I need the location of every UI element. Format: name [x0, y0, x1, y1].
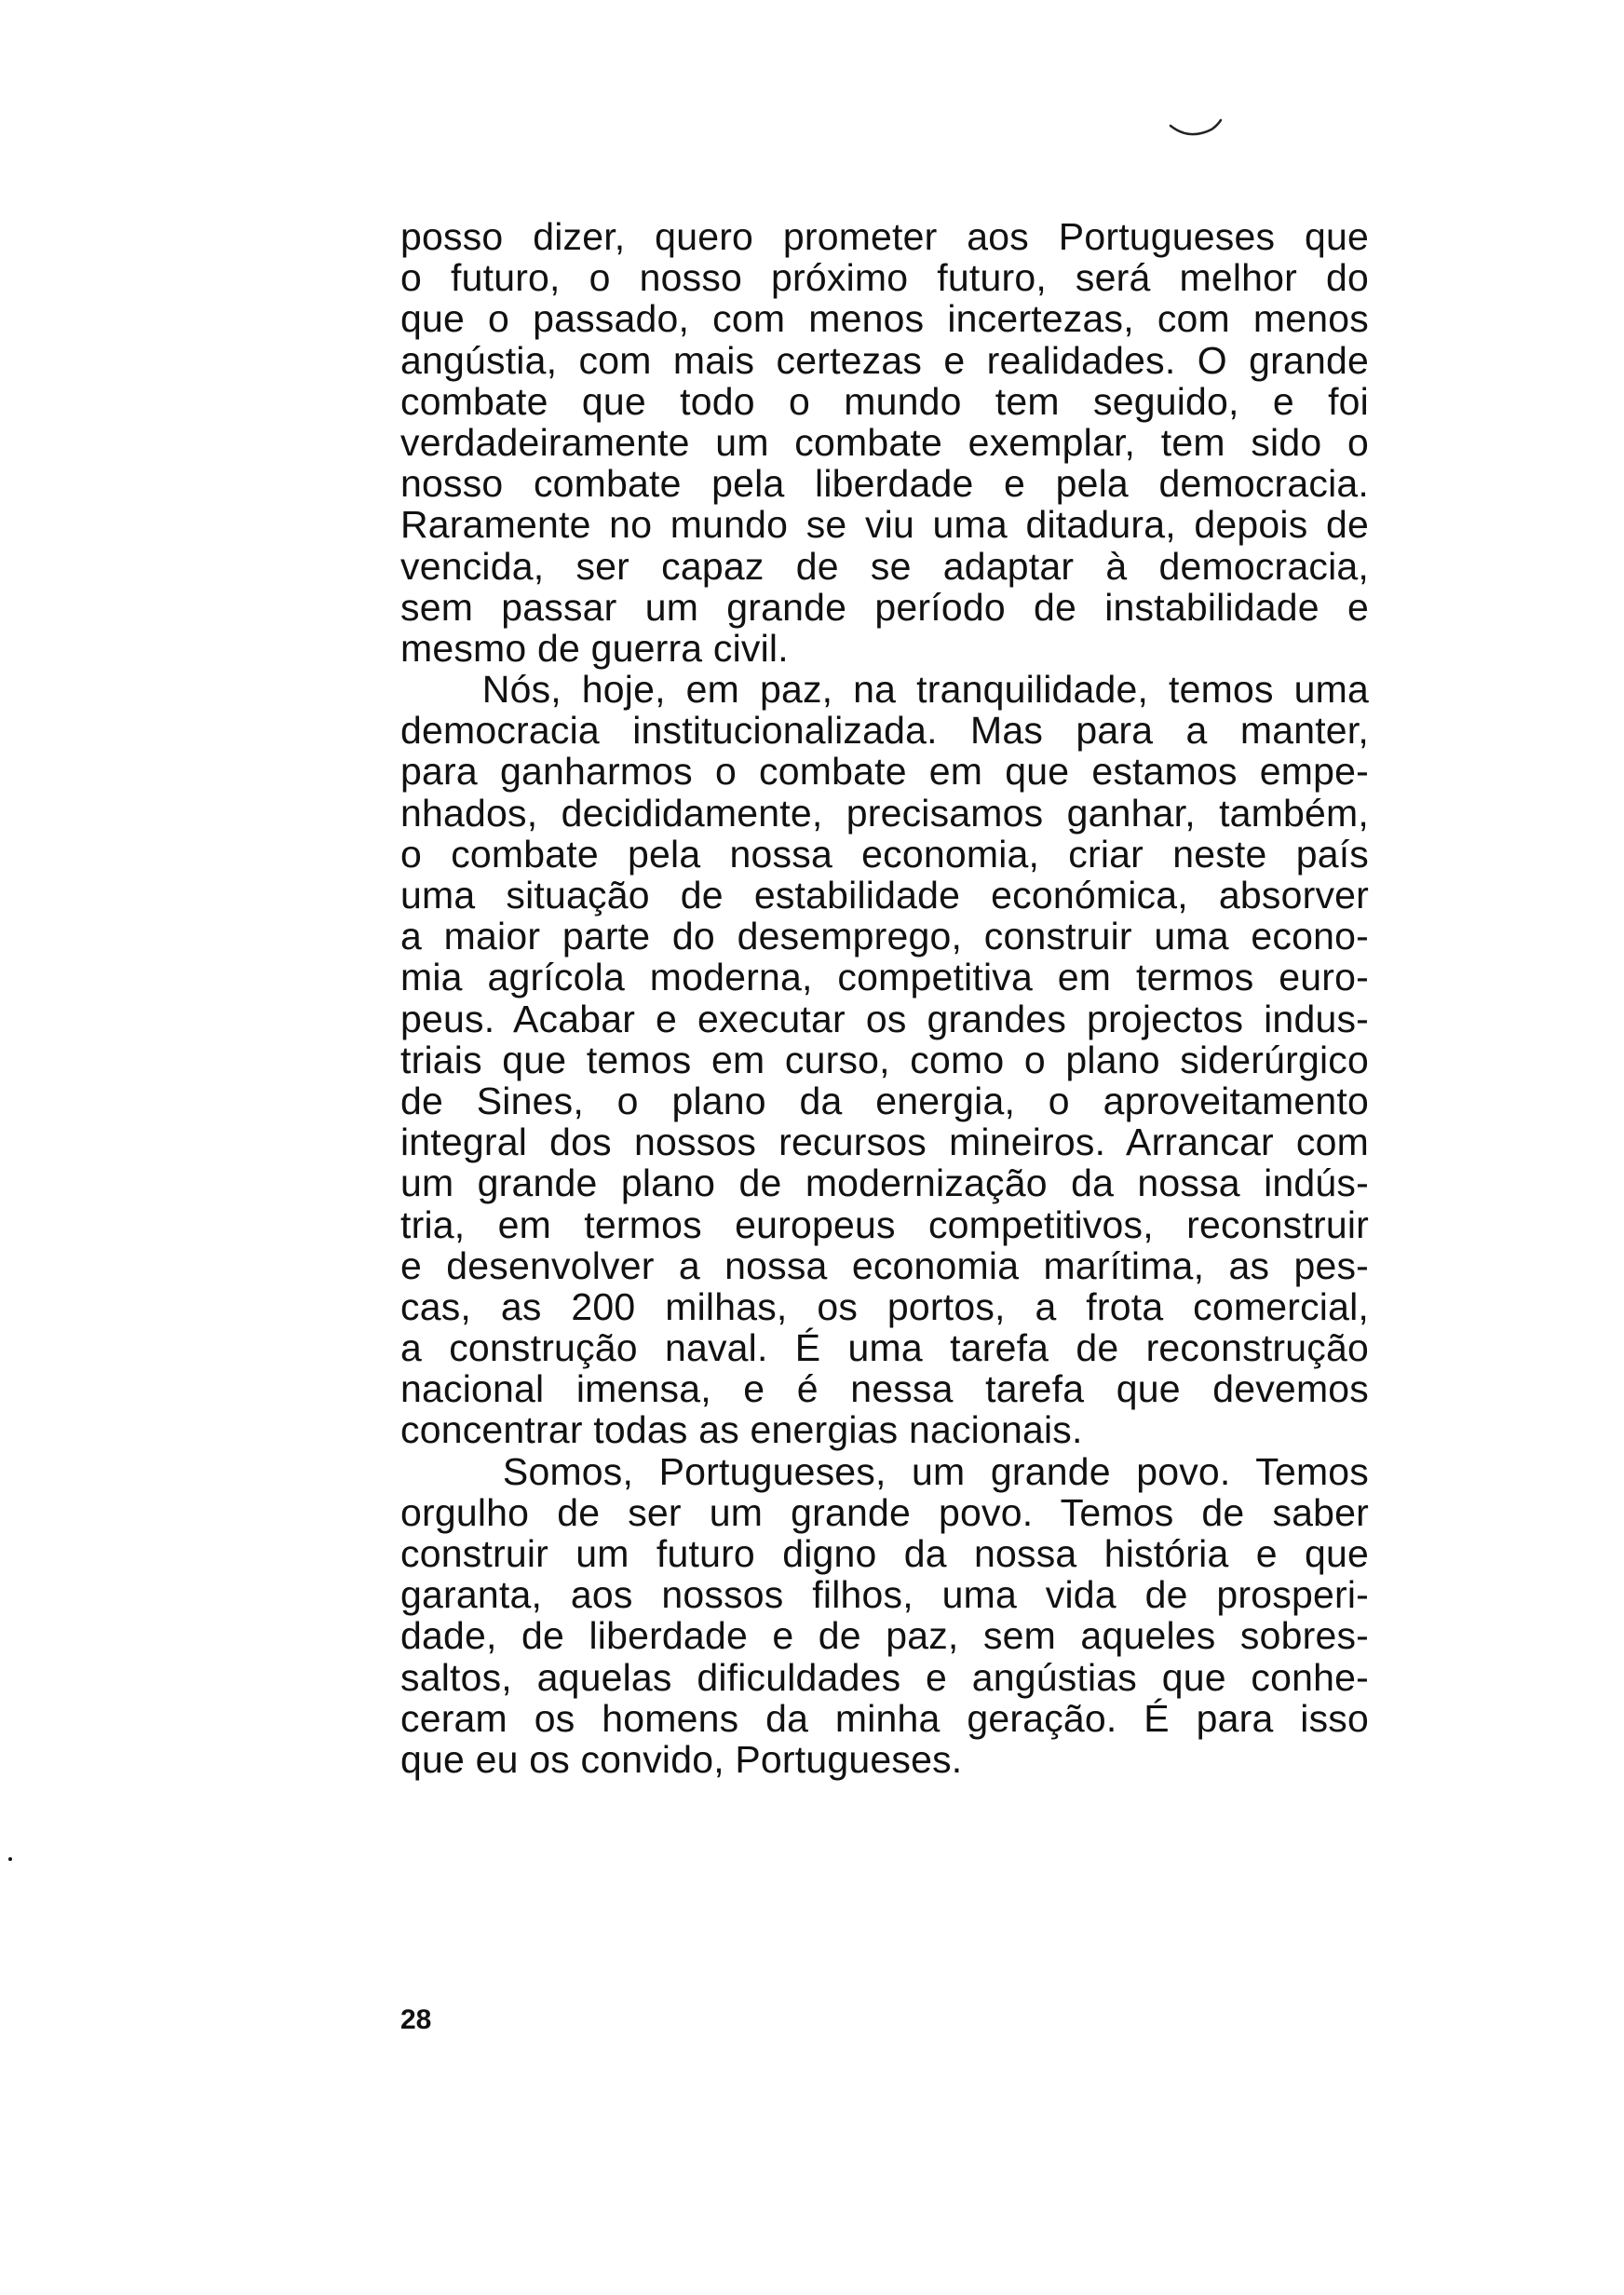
text-line: Raramente no mundo se viu uma ditadura, depois de	[400, 503, 1369, 547]
paragraph-2	[400, 669, 1369, 1451]
text-line: Nós, hoje, em paz, na tranquilidade, temos uma	[400, 668, 1369, 712]
text-line: que eu os convido, Portugueses.	[400, 1737, 963, 1781]
paragraph-1	[400, 216, 1369, 669]
text-line: uma situação de estabilidade económica, absorver	[400, 874, 1369, 917]
text-line: ceram os homens da minha geração. É para isso	[400, 1696, 1369, 1740]
text-line: dade, de liberdade e de paz, sem aqueles sobres-	[400, 1614, 1369, 1658]
text-line: de Sines, o plano da energia, o aproveitamento	[400, 1079, 1369, 1122]
text-line: e desenvolver a nossa economia marítima, as pes-	[400, 1243, 1369, 1287]
text-line: tria, em termos europeus competitivos, reconstruir	[400, 1202, 1369, 1246]
text-line: combate que todo o mundo tem seguido, e foi	[400, 379, 1369, 423]
text-line: verdadeiramente um combate exemplar, tem sido o	[400, 420, 1369, 464]
text-line: o futuro, o nosso próximo futuro, será melhor do	[400, 256, 1369, 300]
text-line: vencida, ser capaz de se adaptar à democracia,	[400, 544, 1369, 588]
text-line: mesmo de guerra civil.	[400, 626, 789, 670]
text-line: sem passar um grande período de instabilidade e	[400, 585, 1369, 629]
paragraph-3	[400, 1451, 1369, 1781]
text-line: posso dizer, quero prometer aos Portugueses que	[400, 215, 1369, 258]
text-line: peus. Acabar e executar os grandes projectos indus-	[400, 997, 1369, 1040]
pen-mark-icon	[1169, 116, 1225, 144]
text-line: Somos, Portugueses, um grande povo. Temos	[400, 1449, 1369, 1493]
text-line: nacional imensa, e é nessa tarefa que devemos	[400, 1367, 1369, 1411]
text-line: mia agrícola moderna, competitiva em termos euro-	[400, 956, 1369, 999]
text-line: angústia, com mais certezas e realidades. O grande	[400, 338, 1369, 382]
text-line: garanta, aos nossos filhos, uma vida de prosperi-	[400, 1573, 1369, 1617]
text-line: a maior parte do desemprego, construir uma econo-	[400, 915, 1369, 958]
text-line: para ganharmos o combate em que estamos empe-	[400, 750, 1369, 794]
text-line: nosso combate pela liberdade e pela democracia.	[400, 462, 1369, 506]
text-line: saltos, aquelas dificuldades e angústias que conhe-	[400, 1655, 1369, 1699]
text-line: integral dos nossos recursos mineiros. Arrancar com	[400, 1120, 1369, 1164]
body-text	[400, 216, 1369, 1780]
text-line: democracia institucionalizada. Mas para a manter,	[400, 709, 1369, 753]
scan-speck	[8, 1857, 12, 1861]
text-line: que o passado, com menos incertezas, com menos	[400, 297, 1369, 341]
text-line: o combate pela nossa economia, criar neste país	[400, 832, 1369, 876]
text-line: a construção naval. É uma tarefa de reconstrução	[400, 1326, 1369, 1370]
text-line: orgulho de ser um grande povo. Temos de saber	[400, 1490, 1369, 1534]
text-line: um grande plano de modernização da nossa indús-	[400, 1161, 1369, 1205]
page-number: 28	[400, 2004, 432, 2035]
text-line: cas, as 200 milhas, os portos, a frota comercial,	[400, 1284, 1369, 1328]
text-line: concentrar todas as energias nacionais.	[400, 1408, 1083, 1452]
text-line: triais que temos em curso, como o plano siderúrgico	[400, 1038, 1369, 1081]
text-line: construir um futuro digno da nossa história e que	[400, 1532, 1369, 1575]
text-line: nhados, decididamente, precisamos ganhar, também,	[400, 791, 1369, 835]
